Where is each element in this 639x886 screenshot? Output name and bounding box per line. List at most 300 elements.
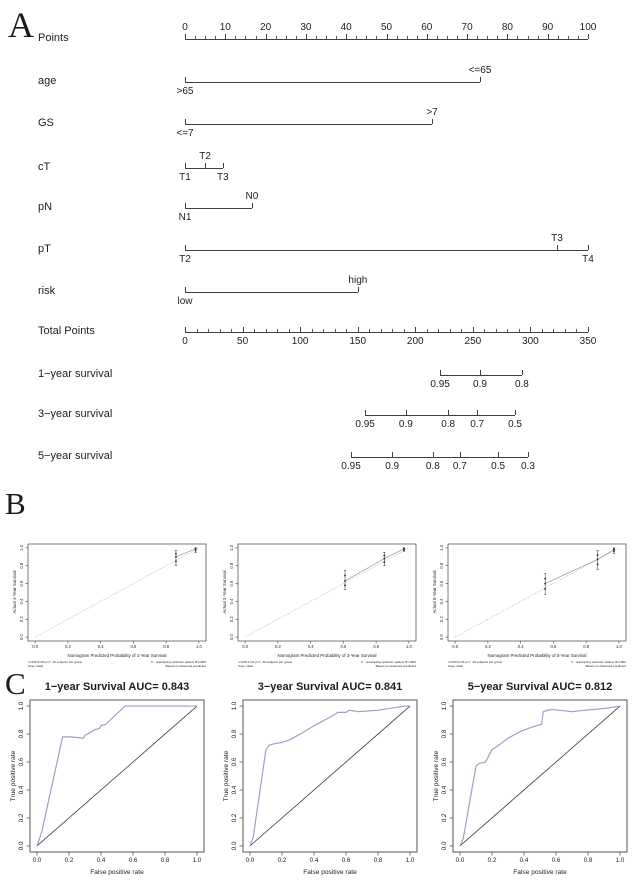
nomogram-minor-tick xyxy=(336,36,337,39)
nomogram-tick-label: >65 xyxy=(176,86,194,97)
x-tick-label: 0.0 xyxy=(245,857,255,864)
nomogram-minor-tick xyxy=(205,36,206,39)
x-tick-label: 0.8 xyxy=(583,644,590,649)
diagonal-line xyxy=(250,706,410,846)
y-tick-label: 0.0 xyxy=(229,634,234,641)
nomogram-tick-label: 60 xyxy=(421,22,433,33)
calibration-marker xyxy=(597,554,599,556)
roc-plot-1 xyxy=(8,674,218,886)
nomogram-minor-tick xyxy=(366,36,367,39)
nomogram-tick xyxy=(300,327,301,332)
calibration-marker xyxy=(613,551,615,553)
footnote-right-2: Based on observed-predicted xyxy=(375,664,416,668)
calibration-marker xyxy=(544,578,546,580)
nomogram-tick xyxy=(346,34,347,39)
nomogram-minor-tick xyxy=(517,36,518,39)
nomogram-tick xyxy=(185,119,186,124)
roc-y-label: True positive rate xyxy=(223,750,230,802)
calibration-plot-2 xyxy=(220,536,432,670)
x-tick-label: 0.2 xyxy=(64,857,74,864)
nomogram-tick xyxy=(358,287,359,292)
nomogram-tick-label: T2 xyxy=(199,151,211,162)
footnote-left-2: Gray: ideal xyxy=(28,664,43,668)
y-tick-label: 1.0 xyxy=(231,701,238,711)
nomogram-tick-label: 0.95 xyxy=(341,461,361,472)
x-tick-label: 1.0 xyxy=(405,857,415,864)
nomogram-minor-tick xyxy=(568,36,569,39)
calibration-plot-3 xyxy=(430,536,639,670)
nomogram-tick xyxy=(306,34,307,39)
nomogram-tick-label: 0 xyxy=(182,22,188,33)
nomogram-row-label: risk xyxy=(38,285,56,297)
x-tick-label: 0.8 xyxy=(583,857,593,864)
nomogram-tick-label: 100 xyxy=(291,336,309,347)
nomogram-tick-label: 40 xyxy=(340,22,352,33)
calibration-marker xyxy=(195,548,197,550)
nomogram-tick-label: 0.9 xyxy=(398,419,413,430)
nomogram-tick-label: 30 xyxy=(300,22,312,33)
nomogram-tick xyxy=(480,370,481,375)
nomogram-tick-label: 90 xyxy=(542,22,554,33)
nomogram-tick-label: 300 xyxy=(522,336,539,347)
y-tick-label: 0.2 xyxy=(441,813,448,823)
nomogram-tick-label: 50 xyxy=(380,22,393,33)
x-tick-label: 0.0 xyxy=(32,644,39,649)
nomogram-minor-tick xyxy=(450,329,451,332)
calibration-marker xyxy=(403,549,405,551)
nomogram-minor-tick xyxy=(277,329,278,332)
nomogram-tick-label: high xyxy=(348,275,368,286)
nomogram-minor-tick xyxy=(542,329,543,332)
nomogram-minor-tick xyxy=(484,329,485,332)
nomogram-tick xyxy=(266,34,267,39)
x-tick-label: 0.6 xyxy=(130,644,137,649)
nomogram-minor-tick xyxy=(427,329,428,332)
nomogram-tick-label: 100 xyxy=(579,22,597,33)
nomogram-minor-tick xyxy=(578,36,579,39)
x-tick-label: 1.0 xyxy=(192,857,202,864)
y-tick-label: 0.0 xyxy=(18,841,25,851)
y-tick-label: 0.2 xyxy=(231,813,238,823)
x-tick-label: 1.0 xyxy=(615,857,625,864)
x-tick-label: 0.0 xyxy=(455,857,465,864)
calibration-marker xyxy=(597,564,599,566)
nomogram-scale-line xyxy=(185,39,588,40)
nomogram-minor-tick xyxy=(256,36,257,39)
nomogram-row-label: Points xyxy=(38,32,69,44)
nomogram-tick-label: 0.5 xyxy=(491,461,506,472)
nomogram-tick xyxy=(548,34,549,39)
nomogram-tick-label: 0.9 xyxy=(473,379,487,390)
nomogram-tick-label: 0.7 xyxy=(452,461,467,472)
nomogram-tick-label: T3 xyxy=(551,233,563,244)
calibration-y-label: Actual 5-Year Survival xyxy=(432,570,437,614)
calibration-marker xyxy=(403,548,405,550)
nomogram-tick xyxy=(480,77,481,82)
nomogram-tick-label: 0.5 xyxy=(508,419,522,430)
nomogram-tick-label: 0.8 xyxy=(441,419,456,430)
x-tick-label: 0.6 xyxy=(550,644,557,649)
nomogram-tick-label: 50 xyxy=(237,336,249,347)
nomogram-minor-tick xyxy=(576,329,577,332)
nomogram-tick xyxy=(528,452,529,457)
x-tick-label: 0.4 xyxy=(307,644,314,649)
nomogram-tick xyxy=(365,410,366,415)
y-tick-label: 0.6 xyxy=(441,757,448,767)
nomogram-tick-label: <=65 xyxy=(468,65,492,76)
x-tick-label: 0.4 xyxy=(519,857,529,864)
nomogram-minor-tick xyxy=(312,329,313,332)
roc-y-label: True positive rate xyxy=(10,750,17,802)
nomogram-minor-tick xyxy=(335,329,336,332)
y-tick-label: 0.2 xyxy=(18,813,25,823)
nomogram-tick-label: 10 xyxy=(219,22,231,33)
nomogram-scale-line xyxy=(185,124,432,125)
nomogram-tick-label: 0.8 xyxy=(425,461,440,472)
nomogram-minor-tick xyxy=(519,329,520,332)
roc-x-label: False positive rate xyxy=(303,869,357,876)
calibration-curve xyxy=(176,549,196,557)
nomogram-row-label: pT xyxy=(38,243,51,255)
roc-x-label: False positive rate xyxy=(90,869,144,876)
nomogram-minor-tick xyxy=(195,36,196,39)
nomogram-tick xyxy=(205,163,206,168)
x-tick-label: 0.8 xyxy=(373,857,383,864)
nomogram-tick-label: low xyxy=(177,296,193,307)
roc-title: 1−year Survival AUC= 0.843 xyxy=(44,681,190,693)
nomogram-minor-tick xyxy=(404,329,405,332)
y-tick-label: 0.6 xyxy=(19,580,24,587)
footnote-left-1: n=239 d=24 p=7, 40 subjects per group xyxy=(238,660,293,664)
nomogram-tick xyxy=(406,410,407,415)
nomogram-scale-line xyxy=(185,82,480,83)
x-tick-label: 0.2 xyxy=(487,857,497,864)
nomogram-tick xyxy=(530,327,531,332)
nomogram-minor-tick xyxy=(558,36,559,39)
nomogram-tick-label: T3 xyxy=(217,172,229,183)
x-tick-label: 0.0 xyxy=(452,644,459,649)
footnote-left-2: Gray: ideal xyxy=(448,664,463,668)
calibration-marker xyxy=(195,550,197,552)
y-tick-label: 0.0 xyxy=(439,634,444,641)
nomogram-tick xyxy=(351,452,352,457)
nomogram-tick-label: N0 xyxy=(245,191,259,202)
nomogram-tick-label: T4 xyxy=(582,254,594,265)
calibration-marker xyxy=(384,555,386,557)
nomogram-scale-line xyxy=(440,375,522,376)
nomogram-minor-tick xyxy=(376,36,377,39)
nomogram-tick-label: 0.3 xyxy=(520,461,535,472)
nomogram-tick xyxy=(358,327,359,332)
nomogram-tick-label: 0.7 xyxy=(470,419,485,430)
nomogram-tick xyxy=(252,203,253,208)
nomogram-tick-label: T1 xyxy=(179,172,191,183)
panel-c-letter: C xyxy=(5,666,26,701)
footnote-right-1: X - resampling optimism added, B=1000 xyxy=(360,660,416,664)
footnote-right-2: Based on observed-predicted xyxy=(585,664,626,668)
nomogram-minor-tick xyxy=(266,329,267,332)
nomogram-tick-label: 150 xyxy=(349,336,367,347)
nomogram-minor-tick xyxy=(457,36,458,39)
y-tick-label: 0.2 xyxy=(229,616,234,623)
x-tick-label: 0.0 xyxy=(242,644,249,649)
y-tick-label: 0.6 xyxy=(229,580,234,587)
x-tick-label: 0.8 xyxy=(163,644,170,649)
nomogram-row-label: 3−year survival xyxy=(38,408,113,420)
nomogram-tick xyxy=(557,245,558,250)
nomogram-minor-tick xyxy=(245,36,246,39)
y-tick-label: 0.4 xyxy=(439,598,444,605)
x-tick-label: 0.2 xyxy=(64,644,71,649)
nomogram-tick xyxy=(440,370,441,375)
nomogram-minor-tick xyxy=(565,329,566,332)
nomogram-scale-line xyxy=(365,415,515,416)
x-tick-label: 0.2 xyxy=(484,644,491,649)
nomogram-tick xyxy=(223,163,224,168)
nomogram-row-label: age xyxy=(38,75,57,87)
nomogram-minor-tick xyxy=(417,36,418,39)
footnote-right-1: X - resampling optimism added, B=1000 xyxy=(570,660,626,664)
ideal-line xyxy=(35,548,199,637)
nomogram-tick-label: 0.95 xyxy=(430,379,450,390)
nomogram-tick xyxy=(392,452,393,457)
nomogram-scale-line xyxy=(351,457,528,458)
nomogram-tick xyxy=(387,34,388,39)
y-tick-label: 0.4 xyxy=(229,598,234,605)
x-tick-label: 0.8 xyxy=(373,644,380,649)
footnote-left-1: n=239 d=24 p=7, 40 subjects per group xyxy=(28,660,83,664)
nomogram-minor-tick xyxy=(477,36,478,39)
y-tick-label: 0.6 xyxy=(231,757,238,767)
nomogram-row-label: GS xyxy=(38,117,54,129)
y-tick-label: 1.0 xyxy=(441,701,448,711)
nomogram-tick xyxy=(185,34,186,39)
calibration-y-label: Actual 3-Year Survival xyxy=(222,570,227,614)
nomogram-minor-tick xyxy=(316,36,317,39)
nomogram-tick xyxy=(185,77,186,82)
y-tick-label: 0.8 xyxy=(231,729,238,739)
calibration-curve xyxy=(345,549,404,581)
y-tick-label: 0.2 xyxy=(439,616,444,623)
footnote-right-2: Based on observed-predicted xyxy=(165,664,206,668)
nomogram-tick xyxy=(432,119,433,124)
nomogram-tick-label: 0.8 xyxy=(514,379,529,390)
nomogram-tick-label: >7 xyxy=(426,107,438,118)
nomogram-minor-tick xyxy=(323,329,324,332)
nomogram-tick xyxy=(185,203,186,208)
y-tick-label: 0.8 xyxy=(441,729,448,739)
x-tick-label: 0.2 xyxy=(277,857,287,864)
nomogram-minor-tick xyxy=(392,329,393,332)
nomogram-tick xyxy=(225,34,226,39)
nomogram-minor-tick xyxy=(496,329,497,332)
calibration-marker xyxy=(344,575,346,577)
nomogram-minor-tick xyxy=(254,329,255,332)
calibration-marker xyxy=(613,548,615,550)
calibration-marker xyxy=(175,560,177,562)
nomogram-scale-line xyxy=(185,332,588,333)
nomogram-minor-tick xyxy=(369,329,370,332)
y-tick-label: 0.4 xyxy=(19,598,24,605)
y-tick-label: 0.0 xyxy=(441,841,448,851)
nomogram-tick xyxy=(448,410,449,415)
calibration-curve xyxy=(545,550,614,584)
roc-plot-2 xyxy=(221,674,431,886)
nomogram-row-label: 1−year survival xyxy=(38,368,113,380)
nomogram-minor-tick xyxy=(487,36,488,39)
y-tick-label: 1.0 xyxy=(18,701,25,711)
x-tick-label: 0.6 xyxy=(551,857,561,864)
nomogram-scale-line xyxy=(185,168,223,169)
nomogram-tick-label: 0.95 xyxy=(355,419,375,430)
x-tick-label: 0.4 xyxy=(97,644,104,649)
footnote-right-1: X - resampling optimism added, B=1000 xyxy=(150,660,206,664)
nomogram-scale-line xyxy=(185,250,588,251)
nomogram-minor-tick xyxy=(528,36,529,39)
calibration-marker xyxy=(175,556,177,558)
nomogram-minor-tick xyxy=(381,329,382,332)
nomogram-tick-label: 350 xyxy=(579,336,597,347)
nomogram-tick xyxy=(415,327,416,332)
nomogram-tick xyxy=(460,452,461,457)
calibration-marker xyxy=(544,588,546,590)
y-tick-label: 0.0 xyxy=(231,841,238,851)
x-tick-label: 1.0 xyxy=(405,644,412,649)
calibration-marker xyxy=(384,561,386,563)
y-tick-label: 1.0 xyxy=(229,544,234,551)
x-tick-label: 0.0 xyxy=(32,857,42,864)
diagonal-line xyxy=(37,706,197,846)
nomogram-tick xyxy=(185,327,186,332)
nomogram-minor-tick xyxy=(438,329,439,332)
nomogram-minor-tick xyxy=(507,329,508,332)
nomogram-tick xyxy=(588,245,589,250)
y-tick-label: 0.2 xyxy=(19,616,24,623)
nomogram-minor-tick xyxy=(407,36,408,39)
x-tick-label: 0.4 xyxy=(517,644,524,649)
nomogram-tick xyxy=(185,245,186,250)
nomogram-tick xyxy=(473,327,474,332)
nomogram-minor-tick xyxy=(346,329,347,332)
nomogram-row-label: pN xyxy=(38,201,53,213)
x-tick-label: 0.6 xyxy=(128,857,138,864)
nomogram-tick xyxy=(507,34,508,39)
nomogram-minor-tick xyxy=(296,36,297,39)
nomogram-minor-tick xyxy=(276,36,277,39)
nomogram-tick xyxy=(522,370,523,375)
nomogram-tick xyxy=(433,452,434,457)
nomogram-tick-label: 250 xyxy=(464,336,482,347)
panel-b-letter: B xyxy=(5,486,26,521)
roc-plot-3 xyxy=(431,674,639,886)
y-tick-label: 0.4 xyxy=(231,785,238,795)
nomogram-tick xyxy=(185,287,186,292)
y-tick-label: 0.6 xyxy=(18,757,25,767)
nomogram-tick-label: 200 xyxy=(406,336,424,347)
nomogram-tick-label: N1 xyxy=(178,212,192,223)
y-tick-label: 0.8 xyxy=(18,729,25,739)
roc-title: 5−year Survival AUC= 0.812 xyxy=(467,681,613,693)
x-tick-label: 1.0 xyxy=(615,644,622,649)
x-tick-label: 0.6 xyxy=(341,857,351,864)
roc-y-label: True positive rate xyxy=(433,750,440,802)
nomogram-minor-tick xyxy=(356,36,357,39)
roc-title: 3−year Survival AUC= 0.841 xyxy=(257,681,403,693)
y-tick-label: 0.4 xyxy=(441,785,448,795)
calibration-marker xyxy=(544,583,546,585)
y-tick-label: 0.8 xyxy=(229,562,234,569)
nomogram-row-label: cT xyxy=(38,161,51,173)
nomogram-tick-label: 20 xyxy=(260,22,272,33)
y-tick-label: 0.4 xyxy=(18,785,25,795)
nomogram-scale-line xyxy=(185,292,358,293)
diagonal-line xyxy=(460,706,620,846)
nomogram-minor-tick xyxy=(326,36,327,39)
nomogram-tick-label: 70 xyxy=(461,22,473,33)
x-tick-label: 1.0 xyxy=(195,644,202,649)
nomogram-tick xyxy=(467,34,468,39)
y-tick-label: 1.0 xyxy=(439,544,444,551)
nomogram-tick xyxy=(515,410,516,415)
nomogram-scale-line xyxy=(185,208,252,209)
calibration-marker xyxy=(344,580,346,582)
x-tick-label: 0.4 xyxy=(309,857,319,864)
x-tick-label: 0.2 xyxy=(274,644,281,649)
y-tick-label: 0.8 xyxy=(439,562,444,569)
nomogram-minor-tick xyxy=(447,36,448,39)
y-tick-label: 0.0 xyxy=(19,634,24,641)
calibration-marker xyxy=(597,559,599,561)
calibration-marker xyxy=(344,585,346,587)
calibration-y-label: Actual 1-Year Survival xyxy=(12,570,17,614)
nomogram-tick xyxy=(588,327,589,332)
calibration-x-label: Nomogram Predicted Probability of 1-Year Survival xyxy=(67,653,167,658)
footnote-left-1: n=239 d=24 p=7, 40 subjects per group xyxy=(448,660,503,664)
nomogram-tick-label: 80 xyxy=(501,22,513,33)
calibration-marker xyxy=(384,558,386,560)
nomogram-minor-tick xyxy=(461,329,462,332)
calibration-x-label: Nomogram Predicted Probability of 3-Year Survival xyxy=(277,653,377,658)
nomogram-tick xyxy=(498,452,499,457)
calibration-plot-1 xyxy=(10,536,222,670)
y-tick-label: 0.8 xyxy=(19,562,24,569)
nomogram-minor-tick xyxy=(497,36,498,39)
nomogram-minor-tick xyxy=(235,36,236,39)
nomogram-tick xyxy=(588,34,589,39)
nomogram-tick-label: T2 xyxy=(179,254,191,265)
nomogram-tick xyxy=(477,410,478,415)
nomogram-minor-tick xyxy=(397,36,398,39)
footnote-left-2: Gray: ideal xyxy=(238,664,253,668)
nomogram-minor-tick xyxy=(289,329,290,332)
calibration-marker xyxy=(175,553,177,555)
nomogram-tick-label: <=7 xyxy=(176,128,194,139)
nomogram-minor-tick xyxy=(208,329,209,332)
nomogram-tick xyxy=(243,327,244,332)
nomogram-minor-tick xyxy=(215,36,216,39)
nomogram-minor-tick xyxy=(553,329,554,332)
calibration-x-label: Nomogram Predicted Probability of 5-Year Survival xyxy=(487,653,587,658)
panel-a-letter: A xyxy=(8,5,34,45)
nomogram-tick xyxy=(427,34,428,39)
y-tick-label: 1.0 xyxy=(19,544,24,551)
nomogram-minor-tick xyxy=(538,36,539,39)
nomogram-tick-label: 0.9 xyxy=(385,461,400,472)
nomogram-minor-tick xyxy=(231,329,232,332)
nomogram-minor-tick xyxy=(197,329,198,332)
nomogram-minor-tick xyxy=(220,329,221,332)
nomogram-minor-tick xyxy=(437,36,438,39)
